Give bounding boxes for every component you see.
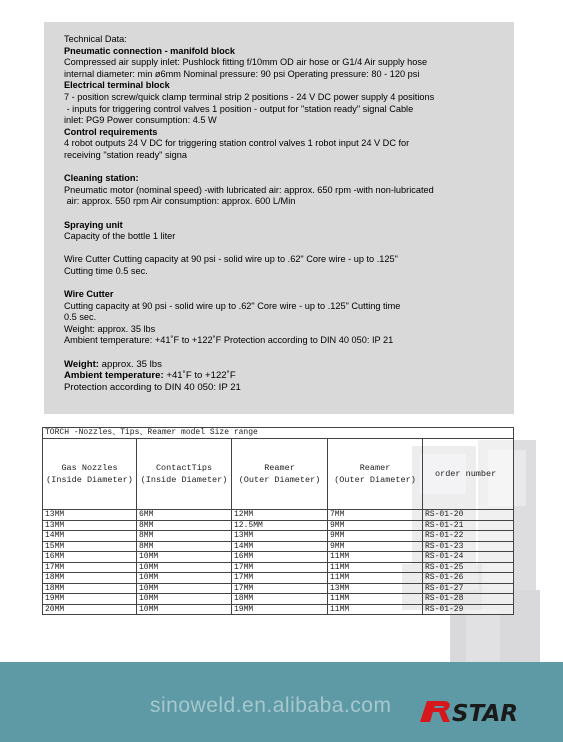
spec-lines xyxy=(64,34,504,359)
spec-line: Technical Data: xyxy=(64,34,127,44)
table-row xyxy=(43,583,514,594)
table-row xyxy=(43,510,514,521)
table-row xyxy=(43,552,514,563)
spec-line: 0.5 sec. xyxy=(64,312,97,323)
table-cell: 9MM xyxy=(328,541,423,552)
spec-line: Electrical terminal block xyxy=(64,80,170,91)
table-cell: 8MM xyxy=(137,531,232,542)
size-range-table-container xyxy=(42,427,514,615)
protection-line: Protection according to DIN 40 050: IP 21 xyxy=(64,381,241,393)
header-gas-nozzles xyxy=(43,439,137,510)
table-cell: 20MM xyxy=(43,604,137,615)
table-cell: 15MM xyxy=(43,541,137,552)
table-cell: 10MM xyxy=(137,573,232,584)
table-row xyxy=(43,562,514,573)
table-cell: 7MM xyxy=(328,510,423,521)
table-cell: 17MM xyxy=(232,562,328,573)
spec-line: inlet: PG9 Power consumption: 4.5 W xyxy=(64,115,217,126)
table-cell: 16MM xyxy=(43,552,137,563)
spec-line: Spraying unit xyxy=(64,219,123,230)
spec-line: Wire Cutter xyxy=(64,289,114,300)
table-cell: 17MM xyxy=(43,562,137,573)
table-cell: 11MM xyxy=(328,573,423,584)
footer-banner xyxy=(0,662,563,742)
spec-line: 7 - position screw/quick clamp terminal strip 2 positions - 24 V DC power supply 4 positions xyxy=(64,91,435,102)
header-gas-nozzles-line2: (Inside Diameter) xyxy=(46,475,133,485)
table-cell: RS-01-21 xyxy=(423,520,514,531)
spec-line: Capacity of the bottle 1 liter xyxy=(64,231,176,242)
table-cell: RS-01-26 xyxy=(423,573,514,584)
weight-line xyxy=(64,359,504,371)
header-reamer-1-line1: Reamer xyxy=(264,463,295,473)
table-cell: 11MM xyxy=(328,562,423,573)
watermark-text: sinoweld.en.alibaba.com xyxy=(150,694,392,717)
table-row xyxy=(43,520,514,531)
table-title-row xyxy=(43,428,514,439)
spec-line: air: approx. 550 rpm Air consumption: approx. 600 L/Min xyxy=(64,196,296,207)
table-cell: RS-01-25 xyxy=(423,562,514,573)
table-cell: 13MM xyxy=(328,583,423,594)
table-header-row xyxy=(43,439,514,510)
table-cell: 12MM xyxy=(232,510,328,521)
spec-blank-line xyxy=(64,347,504,359)
table-cell: 17MM xyxy=(232,583,328,594)
header-contact-tips-line2: (Inside Diameter) xyxy=(140,475,228,485)
table-cell: 9MM xyxy=(328,531,423,542)
spec-line: Weight: approx. 35 lbs xyxy=(64,323,156,334)
table-cell: 11MM xyxy=(328,594,423,605)
table-title: TORCH -Nozzles、Tips、Reamer model Size range xyxy=(43,428,514,439)
table-cell: 13MM xyxy=(43,520,137,531)
table-row xyxy=(43,541,514,552)
svg-text:STAR: STAR xyxy=(452,701,518,726)
table-cell: RS-01-29 xyxy=(423,604,514,615)
table-cell: 14MM xyxy=(43,531,137,542)
table-cell: RS-01-20 xyxy=(423,510,514,521)
table-cell: RS-01-24 xyxy=(423,552,514,563)
temp-label: Ambient temperature: xyxy=(64,370,164,382)
spec-line: internal diameter: min ø6mm Nominal pressure: 90 psi Operating pressure: 80 - 120 psi xyxy=(64,68,420,79)
table-cell: 19MM xyxy=(43,594,137,605)
table-cell: 10MM xyxy=(137,562,232,573)
spec-line: Pneumatic motor (nominal speed) -with lubricated air: approx. 650 rpm -with non-lubricated xyxy=(64,184,434,195)
table-cell: 10MM xyxy=(137,583,232,594)
spec-line: receiving "station ready" signa xyxy=(64,149,187,160)
table-cell: 12.5MM xyxy=(232,520,328,531)
spec-blank-line xyxy=(64,277,504,289)
header-reamer-2-line1: Reamer xyxy=(359,463,391,473)
temp-value: +41˚F to +122˚F xyxy=(163,370,236,382)
table-row xyxy=(43,604,514,615)
header-order-number xyxy=(423,439,514,510)
table-cell: 19MM xyxy=(232,604,328,615)
rstar-logo xyxy=(418,692,546,726)
size-range-table xyxy=(42,427,514,615)
spec-line: - inputs for triggering control valves 1 position - output for "station ready" signal Cable xyxy=(64,103,414,114)
table-cell: 10MM xyxy=(137,552,232,563)
spec-line: Pneumatic connection - manifold block xyxy=(64,45,236,56)
header-reamer-2-line2: (Outer Diameter) xyxy=(334,475,416,485)
spec-blank-line xyxy=(64,162,504,174)
table-cell: 18MM xyxy=(43,573,137,584)
spec-blank-line xyxy=(64,243,504,255)
table-cell: 9MM xyxy=(328,520,423,531)
table-cell: 18MM xyxy=(232,594,328,605)
header-reamer-1-line2: (Outer Diameter) xyxy=(238,475,321,485)
spec-line: Wire Cutter Cutting capacity at 90 psi - solid wire up to .62" Core wire - up to .125" xyxy=(64,254,398,265)
table-cell: 11MM xyxy=(328,552,423,563)
header-contact-tips xyxy=(137,439,232,510)
spec-line: Cutting capacity at 90 psi - solid wire up to .62" Core wire - up to .125" Cutting time xyxy=(64,300,401,311)
table-cell: 10MM xyxy=(137,594,232,605)
spec-line: Compressed air supply inlet: Pushlock fitting f/10mm OD air hose or G1/4 Air supply hose xyxy=(64,57,428,68)
table-row xyxy=(43,594,514,605)
header-gas-nozzles-line1: Gas Nozzles xyxy=(61,463,118,473)
spec-line: Control requirements xyxy=(64,126,158,137)
weight-value: approx. 35 lbs xyxy=(99,358,162,370)
spec-blank-line xyxy=(64,208,504,220)
ambient-temperature-line xyxy=(64,370,504,382)
table-cell: 17MM xyxy=(232,573,328,584)
header-order-number-label: order number xyxy=(435,469,497,479)
table-cell: 8MM xyxy=(137,541,232,552)
table-cell: RS-01-27 xyxy=(423,583,514,594)
table-cell: RS-01-23 xyxy=(423,541,514,552)
table-cell: 13MM xyxy=(232,531,328,542)
spec-line: Ambient temperature: +41˚F to +122˚F Protection according to DIN 40 050: IP 21 xyxy=(64,335,394,346)
table-cell: 10MM xyxy=(137,604,232,615)
header-reamer-outer-1 xyxy=(232,439,328,510)
table-cell: 13MM xyxy=(43,510,137,521)
table-cell: 16MM xyxy=(232,552,328,563)
table-cell: 11MM xyxy=(328,604,423,615)
table-cell: 14MM xyxy=(232,541,328,552)
spec-line: 4 robot outputs 24 V DC for triggering station control valves 1 robot input 24 V DC for xyxy=(64,138,410,149)
spec-line: Cutting time 0.5 sec. xyxy=(64,265,148,276)
table-row xyxy=(43,531,514,542)
table-cell: 6MM xyxy=(137,510,232,521)
table-cell: 8MM xyxy=(137,520,232,531)
table-cell: RS-01-28 xyxy=(423,594,514,605)
technical-data-text xyxy=(64,34,504,393)
table-cell: RS-01-22 xyxy=(423,531,514,542)
header-reamer-outer-2 xyxy=(328,439,423,510)
spec-line: Cleaning station: xyxy=(64,173,139,184)
weight-label: Weight: xyxy=(64,358,99,370)
table-row xyxy=(43,573,514,584)
table-cell: 18MM xyxy=(43,583,137,594)
header-contact-tips-line1: ContactTips xyxy=(155,463,213,473)
